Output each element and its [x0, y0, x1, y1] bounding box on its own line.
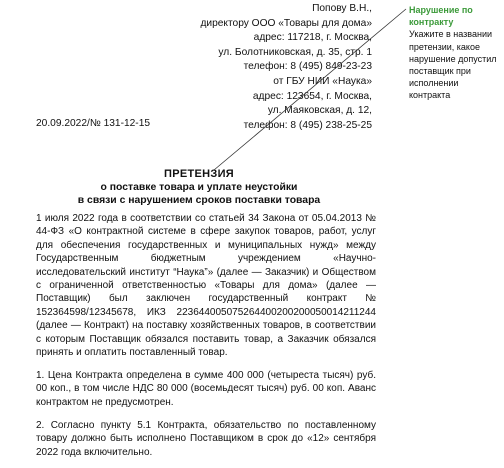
date-and-number: 20.09.2022/№ 131-12-15 — [36, 118, 151, 129]
claim-subtitle-line: в связи с нарушением сроков поставки товара — [77, 195, 321, 207]
claim-subtitle-line: о поставке товара и уплате неустойки — [100, 182, 298, 193]
note-title: Нарушение по контракту — [409, 5, 473, 28]
addr-line: телефон: 8 (495) 849-23-23 — [243, 61, 372, 73]
body-paragraph: 2. Согласно пункту 5.1 Контракта, обязательство по поставленному товару должно быть исполнено Поставщиком в срок до «12» сентября 2022 года включительно. — [36, 419, 376, 458]
addr-line: адрес: 117218, г. Москва, — [253, 32, 372, 44]
note-text: Укажите в названии претензии, какое нарушение допустил поставщик при исполнении контракта — [409, 29, 497, 101]
addr-line: директору ООО «Товары для дома» — [200, 17, 372, 29]
addr-line: ул. Болотниковская, д. 35, стр. 1 — [218, 46, 372, 58]
claim-title: ПРЕТЕНЗИЯ — [164, 168, 234, 180]
addr-line: телефон: 8 (495) 238-25-25 — [243, 119, 372, 131]
addr-line: адрес: 123654, г. Москва, — [252, 90, 372, 102]
addr-line: Попову В.Н., — [312, 3, 372, 14]
sidebar-note — [409, 4, 501, 102]
addr-line: ул. Маяковская, д. 12, — [267, 105, 372, 117]
body-paragraph: 1 июля 2022 года в соответствии со статьей 34 Закона от 05.04.2013 № 44-ФЗ «О контрактной системе в сфере закупок товаров, работ, услуг для обеспечения государственных и муниципальных нужд» между Государственным бюджетным учреждением «Научно-исследовательский институт “Наука”» (далее — Заказчик) и Обществом с ограниченной ответственностью «Товары для дома» (далее — Поставщик) был заключен государственный контракт № 152364598/12345678, ИКЗ 223644005075264400200200050014211244 (далее — Контракт) на поставку хозяйственных товаров, в соответствии с которым Поставщик обязался поставить товар, а Заказчик обязался принять и оплатить поставленный товар. — [36, 213, 376, 359]
addr-line: от ГБУ НИИ «Наука» — [273, 75, 372, 87]
body-paragraph: 1. Цена Контракта определена в сумме 400 000 (четыреста тысяч) руб. 00 коп., в том числе НДС 80 000 (восемьдесят тысяч) руб. 00 коп. Аванс контрактом не предусмотрен. — [36, 369, 376, 408]
